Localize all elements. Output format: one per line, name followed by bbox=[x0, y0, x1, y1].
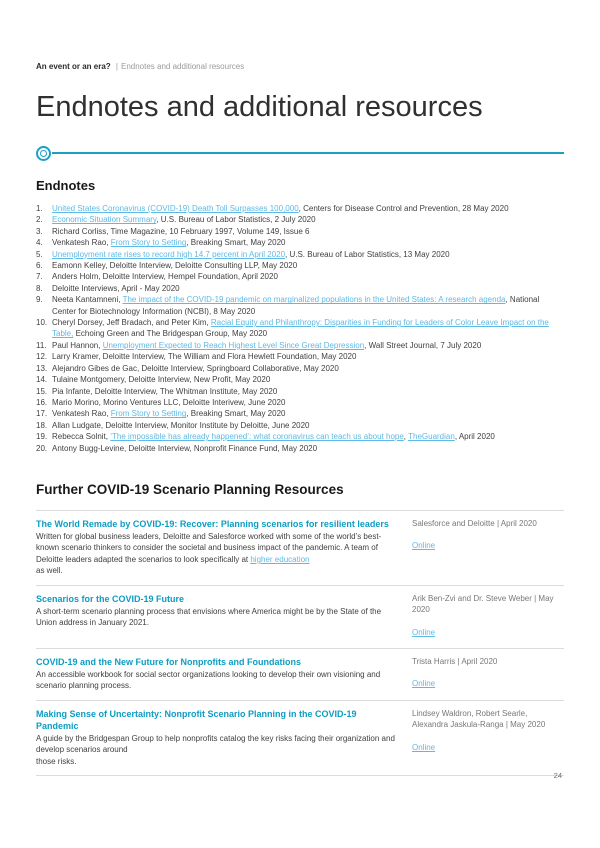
endnote-text bbox=[52, 363, 564, 374]
resource-main bbox=[36, 708, 412, 768]
running-header-doc-title: An event or an era? bbox=[36, 62, 111, 71]
endnote-item bbox=[36, 374, 564, 385]
inline-link[interactable]: From Story to Setting bbox=[110, 409, 187, 419]
text-segment: Cheryl Dorsey, Jeff Bradach, and Peter Kim, bbox=[52, 318, 211, 328]
endnote-number: 8. bbox=[36, 283, 43, 293]
inline-link[interactable]: From Story to Setting bbox=[110, 238, 187, 248]
resource-title-link[interactable]: Making Sense of Uncertainty: Nonprofit Scenario Planning in the COVID-19 Pandemic bbox=[36, 708, 357, 731]
resource-row bbox=[36, 700, 564, 776]
endnote-text bbox=[52, 249, 564, 260]
circle-bullet-icon bbox=[36, 146, 51, 161]
text-segment: those risks. bbox=[36, 756, 77, 766]
text-segment: Anders Holm, Deloitte Interview, Hempel Foundation, April 2020 bbox=[52, 272, 278, 282]
endnote-text bbox=[52, 203, 564, 214]
inline-link[interactable]: ‘The impossible has already happened’: what coronavirus can teach us about hope bbox=[110, 432, 404, 442]
text-segment: A guide by the Bridgespan Group to help nonprofits catalog the key risks facing their organization and develop scenarios around bbox=[36, 733, 395, 755]
resources-list bbox=[36, 510, 564, 777]
endnote-number: 4. bbox=[36, 238, 43, 248]
running-header bbox=[36, 62, 564, 72]
text-segment: Echoing Green and The Bridgespan Group, May 2020 bbox=[73, 329, 268, 339]
inline-link[interactable]: TheGuardian bbox=[408, 432, 455, 442]
endnote-number: 5. bbox=[36, 249, 43, 259]
endnote-text bbox=[52, 260, 564, 271]
section-divider bbox=[36, 145, 564, 161]
endnote-text bbox=[52, 386, 564, 397]
text-segment: as well. bbox=[36, 566, 63, 576]
endnote-number: 10. bbox=[36, 318, 48, 328]
endnote-item bbox=[36, 249, 564, 260]
divider-line bbox=[52, 152, 564, 154]
page-title: Endnotes and additional resources bbox=[36, 91, 483, 123]
text-segment: , Breaking Smart, May 2020 bbox=[186, 409, 286, 419]
resource-online-link[interactable]: Online bbox=[412, 541, 436, 551]
resource-description bbox=[36, 531, 398, 577]
endnote-text bbox=[52, 214, 564, 225]
resource-title-link[interactable]: The World Remade by COVID-19: Recover: Planning scenarios for resilient leaders bbox=[36, 518, 389, 529]
endnote-item bbox=[36, 420, 564, 431]
endnote-item bbox=[36, 386, 564, 397]
text-segment: Rebecca Solnit, bbox=[52, 432, 111, 442]
resource-attribution: Salesforce and Deloitte | April 2020 bbox=[412, 518, 537, 528]
endnote-item bbox=[36, 340, 564, 351]
text-segment: Richard Corliss, Time Magazine, 10 February 1997, Volume 149, Issue 6 bbox=[52, 226, 310, 236]
text-segment: Venkatesh Rao, bbox=[52, 409, 111, 419]
resource-online-link[interactable]: Online bbox=[412, 742, 436, 752]
endnote-text bbox=[52, 283, 564, 294]
endnote-number: 9. bbox=[36, 295, 43, 305]
inline-link[interactable]: Racial Equity and Philanthropy: Disparities in Funding for Leaders of Color Leave Impact on the Table, bbox=[52, 318, 549, 339]
endnote-text bbox=[52, 294, 564, 317]
endnote-number: 12. bbox=[36, 352, 48, 362]
endnote-text bbox=[52, 271, 564, 282]
endnote-item bbox=[36, 294, 564, 317]
endnote-text bbox=[52, 237, 564, 248]
endnote-number: 11. bbox=[36, 340, 47, 350]
resource-meta bbox=[412, 518, 564, 577]
endnote-item bbox=[36, 271, 564, 282]
endnote-item bbox=[36, 351, 564, 362]
text-segment: Written for global business leaders, Deloitte and Salesforce worked with some of the world’s best-known scenario thinkers to consider the societal and business impact of the pandemic. A team of Deloitte leaders adapted the scenarios to look specifically at bbox=[36, 531, 382, 564]
endnote-number: 7. bbox=[36, 272, 43, 282]
text-segment: , April 2020 bbox=[454, 432, 495, 442]
resource-title-link[interactable]: COVID-19 and the New Future for Nonprofits and Foundations bbox=[36, 656, 301, 667]
endnote-text bbox=[52, 340, 564, 351]
resource-description bbox=[36, 733, 398, 768]
resource-main bbox=[36, 656, 412, 692]
text-segment: , Centers for Disease Control and Prevention, 28 May 2020 bbox=[298, 204, 509, 213]
resource-meta bbox=[412, 708, 564, 768]
endnote-number: 16. bbox=[36, 397, 48, 407]
endnote-number: 2. bbox=[36, 215, 43, 225]
endnote-text bbox=[52, 408, 564, 419]
endnote-text bbox=[52, 397, 564, 408]
resource-main bbox=[36, 518, 412, 577]
resource-attribution: Trista Harris | April 2020 bbox=[412, 656, 498, 666]
text-segment: Mario Morino, Morino Ventures LLC, Deloitte Interivew, June 2020 bbox=[52, 397, 286, 407]
resource-main bbox=[36, 593, 412, 640]
endnote-item bbox=[36, 363, 564, 374]
resource-meta bbox=[412, 656, 564, 692]
inline-link[interactable]: higher education bbox=[250, 554, 310, 564]
endnote-item bbox=[36, 408, 564, 419]
text-segment: Tulaine Montgomery, Deloitte Interview, New Profit, May 2020 bbox=[52, 375, 271, 385]
text-segment: , bbox=[403, 432, 409, 442]
endnote-number: 14. bbox=[36, 375, 48, 385]
endnote-number: 13. bbox=[36, 363, 48, 373]
endnote-item bbox=[36, 203, 564, 214]
resource-row bbox=[36, 510, 564, 585]
resource-online-link[interactable]: Online bbox=[412, 627, 436, 637]
text-segment: Venkatesh Rao, bbox=[52, 238, 111, 248]
endnote-number: 15. bbox=[36, 386, 48, 396]
text-segment: A short-term scenario planning process that envisions where America might be by the State of the Union address in January 2021. bbox=[36, 606, 382, 628]
running-header-separator: | bbox=[115, 62, 118, 71]
text-segment: , U.S. Bureau of Labor Statistics, 2 July 2020 bbox=[156, 215, 316, 225]
text-segment: , U.S. Bureau of Labor Statistics, 13 May 2020 bbox=[285, 249, 450, 259]
endnote-text bbox=[52, 374, 564, 385]
resource-meta bbox=[412, 593, 564, 640]
text-segment: Neeta Kantamneni, bbox=[52, 295, 123, 305]
text-segment: Alejandro Gibes de Gac, Deloitte Interview, Springboard Collaborative, May 2020 bbox=[52, 363, 339, 373]
endnote-number: 19. bbox=[36, 432, 48, 442]
resource-row bbox=[36, 648, 564, 700]
text-segment: Paul Hannon, bbox=[52, 340, 103, 350]
endnote-text bbox=[52, 351, 564, 362]
endnote-number: 20. bbox=[36, 443, 48, 453]
endnotes-list bbox=[36, 203, 564, 454]
endnote-number: 17. bbox=[36, 409, 48, 419]
endnote-item bbox=[36, 431, 564, 442]
text-segment: Larry Kramer, Deloitte Interview, The William and Flora Hewlett Foundation, May 2020 bbox=[52, 352, 357, 362]
page-number: 24 bbox=[553, 771, 562, 780]
endnote-item bbox=[36, 214, 564, 225]
endnote-item bbox=[36, 226, 564, 237]
resource-description bbox=[36, 669, 398, 692]
endnote-text bbox=[52, 226, 564, 237]
resource-online-link[interactable]: Online bbox=[412, 679, 436, 689]
endnote-number: 18. bbox=[36, 420, 48, 430]
endnote-text bbox=[52, 443, 564, 454]
text-segment: An accessible workbook for social sector organizations looking to develop their own visioning and scenario planning process. bbox=[36, 669, 381, 691]
resource-title-link[interactable]: Scenarios for the COVID-19 Future bbox=[36, 593, 185, 604]
text-segment: Deloitte Interviews, April - May 2020 bbox=[52, 283, 180, 293]
endnote-item bbox=[36, 283, 564, 294]
inline-link[interactable]: Unemployment rate rises to record high 14.7 percent in April 2020 bbox=[52, 249, 286, 259]
endnote-number: 6. bbox=[36, 261, 43, 271]
endnote-text bbox=[52, 431, 564, 442]
resource-attribution: Lindsey Waldron, Robert Searle, Alexandra Jaskula-Ranga | May 2020 bbox=[412, 708, 546, 730]
text-segment: , Wall Street Journal, 7 July 2020 bbox=[364, 340, 482, 350]
resources-heading: Further COVID-19 Scenario Planning Resources bbox=[36, 481, 344, 497]
inline-link[interactable]: Economic Situation Summary bbox=[52, 215, 157, 225]
resource-description bbox=[36, 606, 398, 629]
text-segment: , National Center for Biotechnology Information (NCBI), 8 May 2020 bbox=[52, 295, 540, 316]
text-segment: Pia Infante, Deloitte Interview, The Whitman Institute, May 2020 bbox=[52, 386, 278, 396]
resource-attribution: Arik Ben-Zvi and Dr. Steve Weber | May 2020 bbox=[412, 593, 554, 615]
text-segment: Allan Ludgate, Deloitte Interview, Monitor Institute by Deloitte, June 2020 bbox=[52, 420, 310, 430]
endnote-item bbox=[36, 317, 564, 340]
endnotes-heading: Endnotes bbox=[36, 178, 96, 193]
endnote-number: 1. bbox=[36, 204, 43, 213]
endnote-item bbox=[36, 237, 564, 248]
endnote-text bbox=[52, 420, 564, 431]
endnote-item bbox=[36, 397, 564, 408]
inline-link[interactable]: The impact of the COVID-19 pandemic on marginalized populations in the United States: A research agenda bbox=[122, 295, 506, 305]
inline-link[interactable]: United States Coronavirus (COVID-19) Death Toll Surpasses 100,000 bbox=[52, 204, 299, 213]
endnote-item bbox=[36, 260, 564, 271]
endnote-text bbox=[52, 317, 564, 340]
running-header-section: Endnotes and additional resources bbox=[121, 62, 245, 71]
inline-link[interactable]: Unemployment Expected to Reach Highest Level Since Great Depression bbox=[102, 340, 365, 350]
text-segment: Eamonn Kelley, Deloitte Interview, Deloitte Consulting LLP, May 2020 bbox=[52, 261, 298, 271]
resource-row bbox=[36, 585, 564, 648]
text-segment: , Breaking Smart, May 2020 bbox=[186, 238, 286, 248]
text-segment: Antony Bugg-Levine, Deloitte Interview, Nonprofit Finance Fund, May 2020 bbox=[52, 443, 318, 453]
endnote-item bbox=[36, 443, 564, 454]
endnote-number: 3. bbox=[36, 226, 43, 236]
